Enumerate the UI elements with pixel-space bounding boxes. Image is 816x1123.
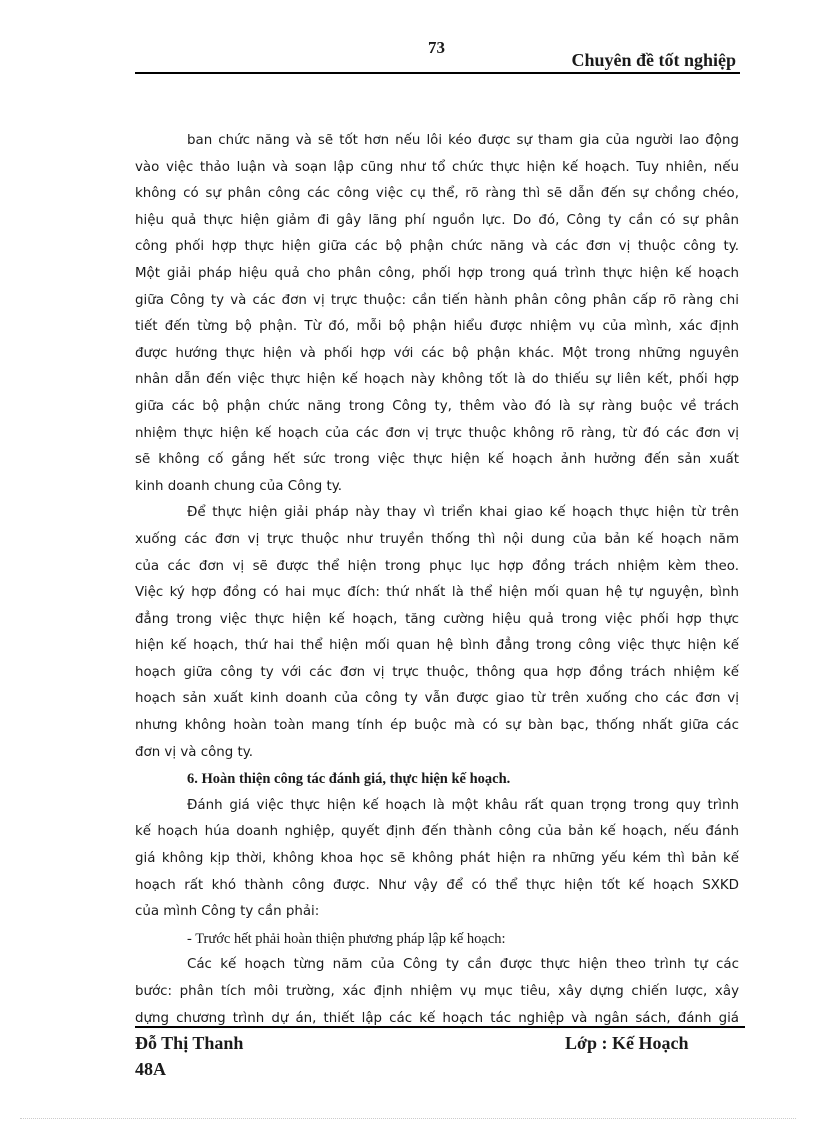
text-line: vào việc thảo luận và soạn lập cũng như tổ chức thực hiện kế hoạch. Tuy nhiên, nếu xyxy=(135,159,739,175)
text-line: nhưng không hoàn toàn mang tính ép buộc mà có sự bàn bạc, thống nhất giữa các xyxy=(135,718,739,734)
text-line: ban chức năng và sẽ tốt hơn nếu lôi kéo được sự tham gia của người lao động xyxy=(187,133,739,148)
text-line: của các đơn vị sẽ được thể hiện trong phục lục hợp đồng trách nhiệm kèm theo. xyxy=(135,558,739,574)
paragraph-4 xyxy=(135,952,739,1032)
text-line: được hướng thực hiện và phối hợp với các bộ phận khác. Một trong những nguyên xyxy=(135,345,739,361)
bullet-line: - Trước hết phải hoàn thiện phương pháp lập kế hoạch: xyxy=(187,930,506,947)
section-heading: 6. Hoàn thiện công tác đánh giá, thực hiện kế hoạch. xyxy=(187,771,511,788)
text-line: đẳng trong việc thực hiện kế hoạch, tăng cường hiệu quả trong việc phối hợp thực xyxy=(135,611,739,627)
bottom-divider xyxy=(20,1118,796,1119)
text-line: Đánh giá việc thực hiện kế hoạch là một khâu rất quan trọng trong quy trình xyxy=(187,797,739,813)
text-line: sẽ không cố gắng hết sức trong việc thực hiện kế hoạch ảnh hưởng đến sản xuất xyxy=(135,452,739,468)
text-line: của mình Công ty cần phải: xyxy=(135,904,320,920)
author-class-code: 48A xyxy=(135,1059,166,1079)
paragraph-1 xyxy=(135,128,739,500)
text-line: kế hoạch húa doanh nghiệp, quyết định đến thành công của bản kế hoạch, nếu đánh xyxy=(135,824,739,840)
text-line: Để thực hiện giải pháp này thay vì triển khai giao kế hoạch thực hiện từ trên xyxy=(187,505,739,521)
footer-class: Lớp : Kế Hoạch xyxy=(565,1033,689,1053)
text-line: nhiệm thực hiện kế hoạch của các đơn vị trực thuộc không rõ ràng, từ đó các đơn vị xyxy=(135,425,739,441)
text-line: hiện kế hoạch, thứ hai thể hiện mối quan hệ bình đẳng trong công việc thực hiện kế xyxy=(135,638,739,654)
text-line: hoạch rất khó thành công được. Như vậy để có thể thực hiện tốt kế hoạch SXKD xyxy=(135,877,739,893)
text-line: Việc ký hợp đồng có hai mục đích: thứ nhất là thể hiện mối quan hệ tự nguyện, bình xyxy=(135,585,739,601)
text-line: nhân dẫn đến việc thực hiện kế hoạch này không tốt là do thiếu sự liên kết, phối hợp xyxy=(135,372,739,388)
text-line: công phối hợp thực hiện giữa các bộ phận chức năng và các đơn vị thuộc công ty. xyxy=(135,239,739,255)
text-line: dựng chương trình dự án, thiết lập các kế hoạch tác nghiệp và ngân sách, đánh giá xyxy=(135,1010,739,1026)
text-line: xuống các đơn vị trực thuộc như truyền thống thì nội dung của bản kế hoạch năm xyxy=(135,531,739,547)
paragraph-2 xyxy=(135,500,739,766)
text-line: giá không kịp thời, không khoa học sẽ không phát hiện ra những yếu kém thì bản kế xyxy=(135,851,739,867)
text-line: kinh doanh chung của Công ty. xyxy=(135,478,343,494)
text-line: Một giải pháp hiệu quả cho phân công, phối hợp trong quá trình thực hiện kế hoạch xyxy=(135,265,739,281)
text-line: hiệu quả thực hiện giảm đi gây lãng phí nguồn lực. Do đó, Công ty cần có sự phân xyxy=(135,212,739,228)
footer-author xyxy=(135,1030,243,1082)
text-line: Các kế hoạch từng năm của Công ty cần được thực hiện theo trình tự các xyxy=(187,957,739,973)
paragraph-3 xyxy=(135,793,739,926)
text-line: không có sự phân công các công việc cụ thể, rõ ràng thì sẽ dẫn đến sự chồng chéo, xyxy=(135,186,739,202)
footer-rule xyxy=(135,1026,745,1028)
body-text xyxy=(135,128,739,1032)
text-line: tiết đến từng bộ phận. Từ đó, mỗi bộ phận hiểu được nhiệm vụ của mình, xác định xyxy=(135,319,739,335)
text-line: giữa Công ty và các đơn vị trực thuộc: cần tiến hành phân công phân cấp rõ ràng chi xyxy=(135,292,739,308)
text-line: bước: phân tích môi trường, xác định nhiệm vụ mục tiêu, xây dựng chiến lược, xây xyxy=(135,984,739,999)
text-line: đơn vị và công ty. xyxy=(135,744,254,760)
page-number: 73 xyxy=(428,38,445,57)
header-rule xyxy=(135,72,740,74)
header-title: Chuyên đề tốt nghiệp xyxy=(571,50,736,70)
text-line: giữa các bộ phận chức năng trong Công ty, thêm vào đó là sự ràng buộc về trách xyxy=(135,398,739,414)
author-name: Đỗ Thị Thanh xyxy=(135,1033,244,1053)
text-line: hoạch giữa công ty với các đơn vị trực thuộc, thông qua hợp đồng trách nhiệm kế xyxy=(135,664,739,680)
text-line: hoạch sản xuất kinh doanh của công ty vẫn được giao từ trên xuống cho các đơn vị xyxy=(135,691,739,707)
